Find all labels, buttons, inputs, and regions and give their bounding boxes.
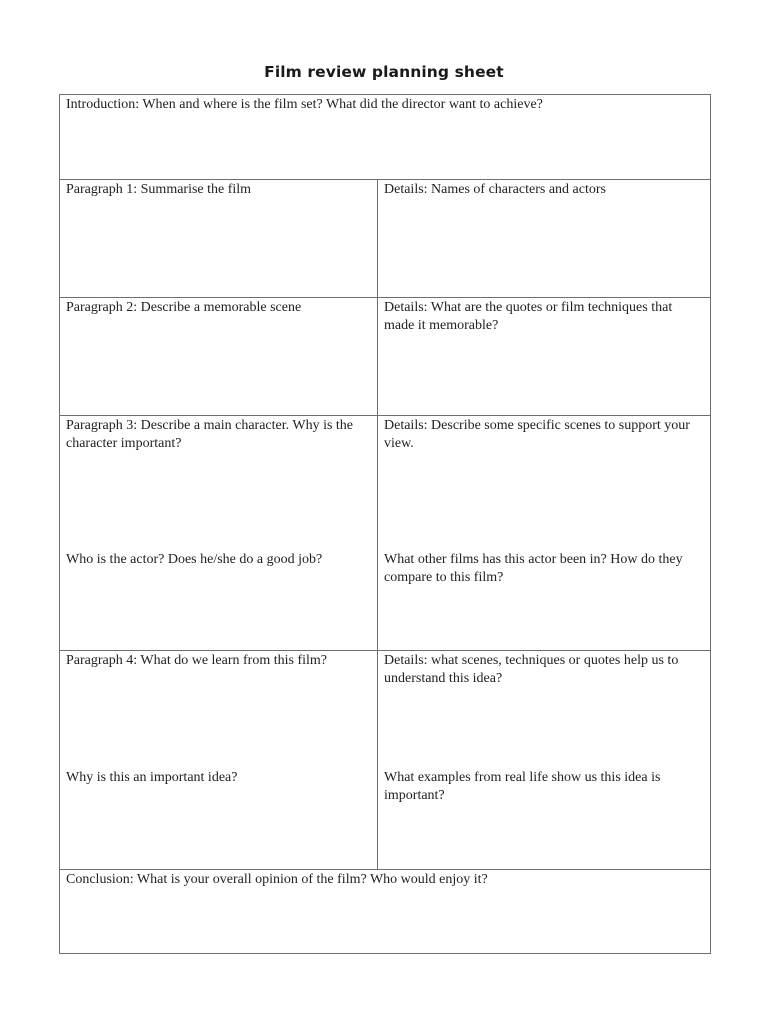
paragraph4-importance-prompt: Why is this an important idea? xyxy=(66,770,238,785)
page-title: Film review planning sheet xyxy=(264,63,504,81)
paragraph4-details: Details: what scenes, techniques or quotes help us to understand this idea? xyxy=(384,653,679,686)
paragraph3-actor-prompt: Who is the actor? Does he/she do a good job? xyxy=(66,552,323,567)
paragraph2-details: Details: What are the quotes or film techniques that made it memorable? xyxy=(384,300,673,333)
column-divider xyxy=(377,179,378,870)
row-divider-intro xyxy=(59,179,711,180)
paragraph3-actor-details: What other films has this actor been in? How do they compare to this film? xyxy=(384,552,683,585)
introduction-prompt: Introduction: When and where is the film set? What did the director want to achieve? xyxy=(66,97,543,112)
paragraph1-prompt: Paragraph 1: Summarise the film xyxy=(66,182,252,197)
planning-table xyxy=(59,94,711,954)
row-divider-p4 xyxy=(59,869,711,870)
paragraph3-details: Details: Describe some specific scenes to support your view. xyxy=(384,418,690,451)
conclusion-prompt: Conclusion: What is your overall opinion of the film? Who would enjoy it? xyxy=(66,872,488,887)
paragraph3-prompt: Paragraph 3: Describe a main character. Why is the character important? xyxy=(66,418,354,451)
paragraph4-prompt: Paragraph 4: What do we learn from this film? xyxy=(66,653,327,668)
row-divider-p2 xyxy=(59,415,711,416)
row-divider-p3 xyxy=(59,650,711,651)
paragraph1-details: Details: Names of characters and actors xyxy=(384,182,606,197)
paragraph2-prompt: Paragraph 2: Describe a memorable scene xyxy=(66,300,302,315)
paragraph4-examples-details: What examples from real life show us this idea is important? xyxy=(384,770,661,803)
row-divider-p1 xyxy=(59,297,711,298)
